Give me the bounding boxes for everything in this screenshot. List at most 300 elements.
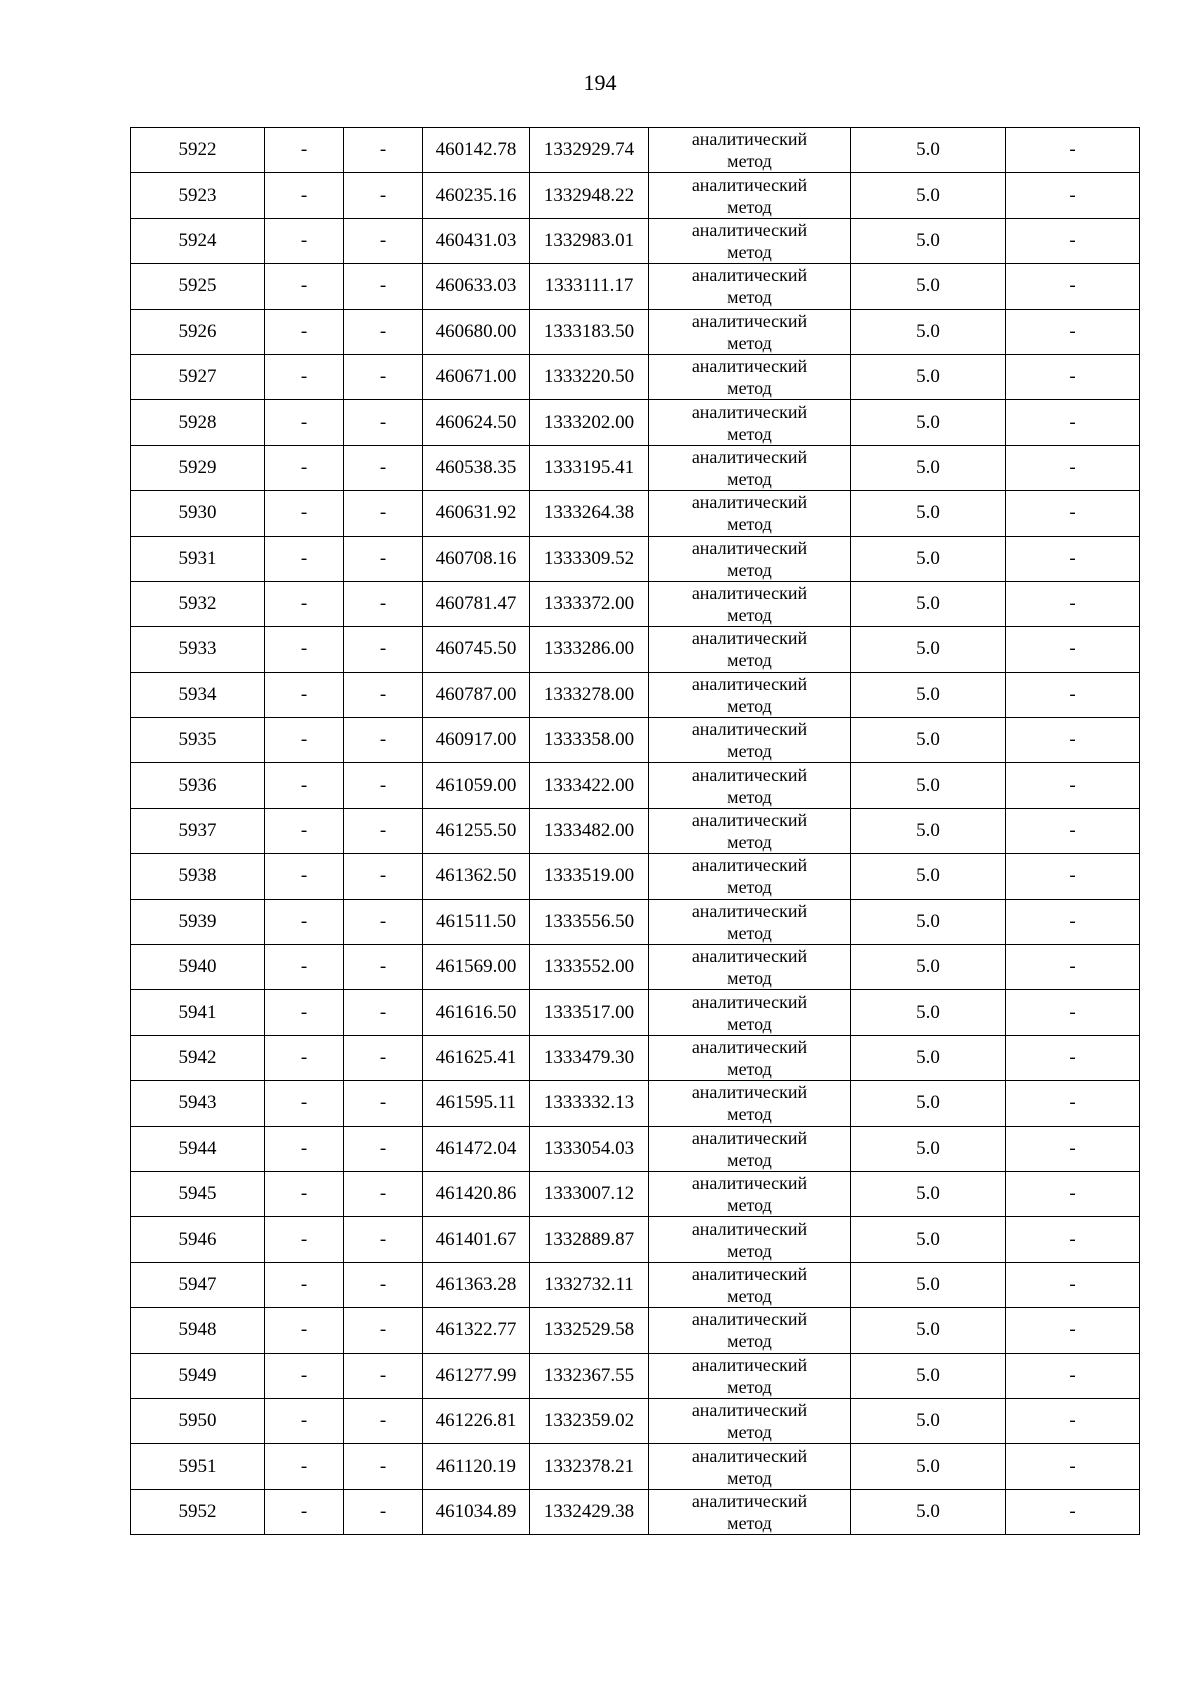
precision-cell: 5.0 [851, 218, 1006, 263]
dash-cell: - [344, 627, 423, 672]
method-line: аналитический [691, 219, 808, 240]
table-row [131, 128, 1140, 173]
method-line: аналитический [691, 446, 808, 467]
precision-cell: 5.0 [851, 945, 1006, 990]
dash-cell: - [344, 945, 423, 990]
method-line: аналитический [691, 1173, 808, 1194]
y-coordinate-cell: 1333054.03 [530, 1126, 649, 1171]
dash-cell: - [344, 1171, 423, 1216]
precision-cell: 5.0 [851, 1262, 1006, 1307]
method-cell [649, 1353, 851, 1398]
y-coordinate-cell: 1333220.50 [530, 354, 649, 399]
x-coordinate-cell: 461420.86 [423, 1171, 530, 1216]
method-line: аналитический [691, 583, 808, 604]
dash-cell: - [265, 354, 344, 399]
point-number-cell: 5937 [131, 808, 265, 853]
table-row [131, 1217, 1140, 1262]
table-row [131, 1081, 1140, 1126]
method-line: аналитический [691, 673, 808, 694]
method-line: аналитический [691, 356, 808, 377]
y-coordinate-cell: 1333519.00 [530, 854, 649, 899]
method-cell [649, 128, 851, 173]
precision-cell: 5.0 [851, 1081, 1006, 1126]
method-cell [649, 1126, 851, 1171]
dash-cell: - [265, 536, 344, 581]
method-line: метод [727, 650, 772, 671]
x-coordinate-cell: 461511.50 [423, 899, 530, 944]
y-coordinate-cell: 1332359.02 [530, 1398, 649, 1443]
method-cell [649, 1171, 851, 1216]
point-number-cell: 5923 [131, 173, 265, 218]
dash-cell: - [344, 1398, 423, 1443]
method-line: аналитический [691, 900, 808, 921]
precision-cell: 5.0 [851, 536, 1006, 581]
method-cell [649, 400, 851, 445]
dash-cell: - [344, 854, 423, 899]
dash-cell: - [1006, 718, 1140, 763]
method-cell [649, 672, 851, 717]
point-number-cell: 5939 [131, 899, 265, 944]
point-number-cell: 5927 [131, 354, 265, 399]
dash-cell: - [344, 1489, 423, 1534]
dash-cell: - [344, 1126, 423, 1171]
method-line: аналитический [691, 764, 808, 785]
dash-cell: - [265, 128, 344, 173]
dash-cell: - [265, 1081, 344, 1126]
x-coordinate-cell: 461472.04 [423, 1126, 530, 1171]
method-cell [649, 990, 851, 1035]
point-number-cell: 5948 [131, 1308, 265, 1353]
point-number-cell: 5938 [131, 854, 265, 899]
y-coordinate-cell: 1333007.12 [530, 1171, 649, 1216]
precision-cell: 5.0 [851, 173, 1006, 218]
x-coordinate-cell: 461322.77 [423, 1308, 530, 1353]
dash-cell: - [265, 808, 344, 853]
precision-cell: 5.0 [851, 1126, 1006, 1171]
method-cell [649, 173, 851, 218]
point-number-cell: 5933 [131, 627, 265, 672]
x-coordinate-cell: 460680.00 [423, 309, 530, 354]
method-line: аналитический [691, 1263, 808, 1284]
method-line: метод [727, 1104, 772, 1125]
table-row [131, 1171, 1140, 1216]
method-line: аналитический [691, 401, 808, 422]
point-number-cell: 5944 [131, 1126, 265, 1171]
method-line: метод [727, 196, 772, 217]
method-line: метод [727, 423, 772, 444]
y-coordinate-cell: 1333202.00 [530, 400, 649, 445]
method-line: метод [727, 332, 772, 353]
dash-cell: - [265, 491, 344, 536]
method-cell [649, 627, 851, 672]
method-line: аналитический [691, 1037, 808, 1057]
point-number-cell: 5931 [131, 536, 265, 581]
dash-cell: - [265, 1126, 344, 1171]
method-line: аналитический [691, 1127, 808, 1148]
dash-cell: - [344, 899, 423, 944]
y-coordinate-cell: 1333556.50 [530, 899, 649, 944]
dash-cell: - [265, 400, 344, 445]
y-coordinate-cell: 1333372.00 [530, 581, 649, 626]
dash-cell: - [1006, 990, 1140, 1035]
y-coordinate-cell: 1332983.01 [530, 218, 649, 263]
table-row [131, 536, 1140, 581]
precision-cell: 5.0 [851, 899, 1006, 944]
method-line: аналитический [691, 946, 808, 967]
precision-cell: 5.0 [851, 354, 1006, 399]
dash-cell: - [265, 672, 344, 717]
method-cell [649, 899, 851, 944]
method-line: аналитический [691, 991, 808, 1012]
method-line: аналитический [691, 1082, 808, 1103]
dash-cell: - [1006, 536, 1140, 581]
dash-cell: - [265, 264, 344, 309]
dash-cell: - [344, 400, 423, 445]
table-row [131, 854, 1140, 899]
method-line: аналитический [691, 537, 808, 558]
dash-cell: - [265, 1489, 344, 1534]
dash-cell: - [344, 808, 423, 853]
precision-cell: 5.0 [851, 990, 1006, 1035]
method-line: метод [727, 287, 772, 308]
dash-cell: - [1006, 1217, 1140, 1262]
method-line: аналитический [691, 855, 808, 876]
method-line: аналитический [691, 129, 808, 150]
dash-cell: - [1006, 899, 1140, 944]
y-coordinate-cell: 1333332.13 [530, 1081, 649, 1126]
precision-cell: 5.0 [851, 581, 1006, 626]
method-cell [649, 718, 851, 763]
x-coordinate-cell: 460745.50 [423, 627, 530, 672]
x-coordinate-cell: 461616.50 [423, 990, 530, 1035]
method-cell [649, 354, 851, 399]
dash-cell: - [1006, 1126, 1140, 1171]
y-coordinate-cell: 1333111.17 [530, 264, 649, 309]
x-coordinate-cell: 460917.00 [423, 718, 530, 763]
y-coordinate-cell: 1333195.41 [530, 445, 649, 490]
dash-cell: - [344, 1353, 423, 1398]
method-cell [649, 445, 851, 490]
precision-cell: 5.0 [851, 1398, 1006, 1443]
method-line: метод [727, 1512, 772, 1533]
method-line: аналитический [691, 265, 808, 286]
precision-cell: 5.0 [851, 1489, 1006, 1534]
precision-cell: 5.0 [851, 264, 1006, 309]
table-row [131, 718, 1140, 763]
dash-cell: - [265, 218, 344, 263]
dash-cell: - [1006, 1489, 1140, 1534]
table-row [131, 264, 1140, 309]
method-line: метод [727, 468, 772, 489]
dash-cell: - [1006, 400, 1140, 445]
point-number-cell: 5922 [131, 128, 265, 173]
point-number-cell: 5950 [131, 1398, 265, 1443]
precision-cell: 5.0 [851, 1308, 1006, 1353]
y-coordinate-cell: 1333286.00 [530, 627, 649, 672]
precision-cell: 5.0 [851, 400, 1006, 445]
x-coordinate-cell: 461277.99 [423, 1353, 530, 1398]
method-line: метод [727, 968, 772, 989]
precision-cell: 5.0 [851, 854, 1006, 899]
dash-cell: - [1006, 627, 1140, 672]
method-cell [649, 854, 851, 899]
x-coordinate-cell: 460538.35 [423, 445, 530, 490]
method-cell [649, 536, 851, 581]
dash-cell: - [1006, 1081, 1140, 1126]
y-coordinate-cell: 1333422.00 [530, 763, 649, 808]
method-line: аналитический [691, 810, 808, 831]
dash-cell: - [265, 627, 344, 672]
y-coordinate-cell: 1333264.38 [530, 491, 649, 536]
precision-cell: 5.0 [851, 672, 1006, 717]
dash-cell: - [1006, 354, 1140, 399]
table-row [131, 1398, 1140, 1443]
table-row [131, 400, 1140, 445]
method-cell [649, 1262, 851, 1307]
method-line: метод [727, 1285, 772, 1306]
point-number-cell: 5945 [131, 1171, 265, 1216]
point-number-cell: 5951 [131, 1444, 265, 1489]
method-line: аналитический [691, 628, 808, 649]
table-row [131, 581, 1140, 626]
dash-cell: - [344, 718, 423, 763]
dash-cell: - [1006, 1035, 1140, 1080]
x-coordinate-cell: 460431.03 [423, 218, 530, 263]
method-line: метод [727, 241, 772, 262]
method-line: метод [727, 1467, 772, 1488]
dash-cell: - [265, 445, 344, 490]
table-row [131, 808, 1140, 853]
dash-cell: - [265, 1398, 344, 1443]
x-coordinate-cell: 461120.19 [423, 1444, 530, 1489]
x-coordinate-cell: 460787.00 [423, 672, 530, 717]
table-row [131, 1262, 1140, 1307]
y-coordinate-cell: 1332429.38 [530, 1489, 649, 1534]
x-coordinate-cell: 461059.00 [423, 763, 530, 808]
method-line: метод [727, 1195, 772, 1216]
method-cell [649, 763, 851, 808]
dash-cell: - [1006, 128, 1140, 173]
dash-cell: - [265, 763, 344, 808]
dash-cell: - [265, 899, 344, 944]
dash-cell: - [265, 718, 344, 763]
y-coordinate-cell: 1333552.00 [530, 945, 649, 990]
dash-cell: - [1006, 173, 1140, 218]
precision-cell: 5.0 [851, 309, 1006, 354]
dash-cell: - [265, 581, 344, 626]
dash-cell: - [1006, 218, 1140, 263]
table-row [131, 990, 1140, 1035]
method-cell [649, 491, 851, 536]
dash-cell: - [344, 445, 423, 490]
method-line: аналитический [691, 1309, 808, 1330]
method-cell [649, 945, 851, 990]
method-line: метод [727, 605, 772, 626]
table-row [131, 354, 1140, 399]
y-coordinate-cell: 1333482.00 [530, 808, 649, 853]
x-coordinate-cell: 461569.00 [423, 945, 530, 990]
point-number-cell: 5935 [131, 718, 265, 763]
method-cell [649, 1489, 851, 1534]
precision-cell: 5.0 [851, 1217, 1006, 1262]
y-coordinate-cell: 1332367.55 [530, 1353, 649, 1398]
method-line: аналитический [691, 310, 808, 331]
dash-cell: - [1006, 309, 1140, 354]
point-number-cell: 5928 [131, 400, 265, 445]
dash-cell: - [344, 309, 423, 354]
x-coordinate-cell: 461362.50 [423, 854, 530, 899]
point-number-cell: 5936 [131, 763, 265, 808]
point-number-cell: 5930 [131, 491, 265, 536]
precision-cell: 5.0 [851, 1444, 1006, 1489]
dash-cell: - [344, 264, 423, 309]
dash-cell: - [1006, 763, 1140, 808]
x-coordinate-cell: 461595.11 [423, 1081, 530, 1126]
dash-cell: - [1006, 1262, 1140, 1307]
dash-cell: - [265, 1444, 344, 1489]
y-coordinate-cell: 1332889.87 [530, 1217, 649, 1262]
dash-cell: - [265, 173, 344, 218]
point-number-cell: 5942 [131, 1035, 265, 1080]
dash-cell: - [265, 854, 344, 899]
y-coordinate-cell: 1332732.11 [530, 1262, 649, 1307]
method-line: метод [727, 1422, 772, 1443]
point-number-cell: 5946 [131, 1217, 265, 1262]
precision-cell: 5.0 [851, 763, 1006, 808]
precision-cell: 5.0 [851, 627, 1006, 672]
x-coordinate-cell: 461255.50 [423, 808, 530, 853]
dash-cell: - [265, 1217, 344, 1262]
method-line: аналитический [691, 1400, 808, 1421]
point-number-cell: 5932 [131, 581, 265, 626]
dash-cell: - [344, 536, 423, 581]
dash-cell: - [1006, 945, 1140, 990]
x-coordinate-cell: 460671.00 [423, 354, 530, 399]
method-line: аналитический [691, 719, 808, 740]
method-cell [649, 264, 851, 309]
dash-cell: - [344, 990, 423, 1035]
method-cell [649, 218, 851, 263]
point-number-cell: 5949 [131, 1353, 265, 1398]
dash-cell: - [1006, 1398, 1140, 1443]
method-line: аналитический [691, 492, 808, 513]
dash-cell: - [265, 990, 344, 1035]
dash-cell: - [344, 354, 423, 399]
y-coordinate-cell: 1333183.50 [530, 309, 649, 354]
dash-cell: - [344, 128, 423, 173]
precision-cell: 5.0 [851, 445, 1006, 490]
y-coordinate-cell: 1332948.22 [530, 173, 649, 218]
dash-cell: - [344, 1444, 423, 1489]
dash-cell: - [344, 491, 423, 536]
precision-cell: 5.0 [851, 1353, 1006, 1398]
precision-cell: 5.0 [851, 808, 1006, 853]
dash-cell: - [344, 173, 423, 218]
method-line: метод [727, 378, 772, 399]
method-cell [649, 1035, 851, 1080]
dash-cell: - [344, 1217, 423, 1262]
x-coordinate-cell: 460708.16 [423, 536, 530, 581]
method-line: метод [727, 514, 772, 535]
dash-cell: - [344, 1262, 423, 1307]
table-row [131, 1035, 1140, 1080]
dash-cell: - [344, 218, 423, 263]
table-row [131, 627, 1140, 672]
method-line: метод [727, 695, 772, 716]
dash-cell: - [1006, 1353, 1140, 1398]
table-row [131, 491, 1140, 536]
y-coordinate-cell: 1333309.52 [530, 536, 649, 581]
precision-cell: 5.0 [851, 128, 1006, 173]
x-coordinate-cell: 461363.28 [423, 1262, 530, 1307]
dash-cell: - [344, 672, 423, 717]
precision-cell: 5.0 [851, 1035, 1006, 1080]
x-coordinate-cell: 461625.41 [423, 1035, 530, 1080]
dash-cell: - [1006, 854, 1140, 899]
dash-cell: - [1006, 672, 1140, 717]
dash-cell: - [1006, 1171, 1140, 1216]
method-line: метод [727, 1240, 772, 1261]
table-row [131, 1126, 1140, 1171]
dash-cell: - [1006, 491, 1140, 536]
precision-cell: 5.0 [851, 718, 1006, 763]
table-row [131, 445, 1140, 490]
table-row [131, 672, 1140, 717]
method-line: метод [727, 1059, 772, 1079]
table-row [131, 899, 1140, 944]
method-cell [649, 1398, 851, 1443]
page-number: 194 [583, 70, 617, 95]
method-line: аналитический [691, 1354, 808, 1375]
method-line: аналитический [691, 174, 808, 195]
table-row [131, 945, 1140, 990]
point-number-cell: 5943 [131, 1081, 265, 1126]
table-row [131, 218, 1140, 263]
dash-cell: - [265, 309, 344, 354]
dash-cell: - [344, 1035, 423, 1080]
table-row [131, 1353, 1140, 1398]
coordinates-table [130, 127, 1140, 1535]
y-coordinate-cell: 1332378.21 [530, 1444, 649, 1489]
x-coordinate-cell: 460235.16 [423, 173, 530, 218]
point-number-cell: 5952 [131, 1489, 265, 1534]
x-coordinate-cell: 461226.81 [423, 1398, 530, 1443]
method-cell [649, 1217, 851, 1262]
x-coordinate-cell: 460624.50 [423, 400, 530, 445]
point-number-cell: 5929 [131, 445, 265, 490]
point-number-cell: 5947 [131, 1262, 265, 1307]
table-row [131, 1489, 1140, 1534]
table-row [131, 1444, 1140, 1489]
dash-cell: - [1006, 445, 1140, 490]
point-number-cell: 5926 [131, 309, 265, 354]
method-cell [649, 1081, 851, 1126]
table-row [131, 173, 1140, 218]
point-number-cell: 5924 [131, 218, 265, 263]
method-line: метод [727, 1331, 772, 1352]
dash-cell: - [265, 1308, 344, 1353]
method-line: метод [727, 1376, 772, 1397]
x-coordinate-cell: 460142.78 [423, 128, 530, 173]
dash-cell: - [265, 945, 344, 990]
method-line: метод [727, 877, 772, 898]
point-number-cell: 5934 [131, 672, 265, 717]
method-cell [649, 309, 851, 354]
point-number-cell: 5940 [131, 945, 265, 990]
dash-cell: - [1006, 1308, 1140, 1353]
x-coordinate-cell: 461034.89 [423, 1489, 530, 1534]
dash-cell: - [344, 1308, 423, 1353]
